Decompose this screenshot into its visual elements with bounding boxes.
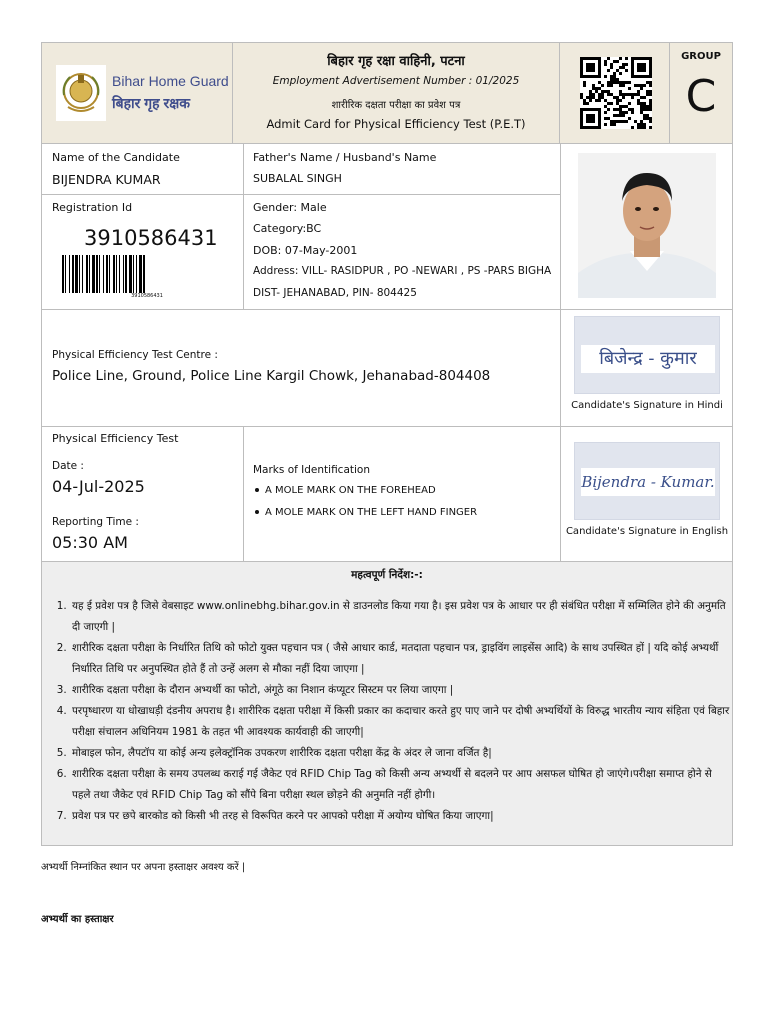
identification-mark: A MOLE MARK ON THE FOREHEAD <box>255 485 436 496</box>
page-title: बिहार गृह रक्षा वाहिनी, पटना <box>327 54 465 69</box>
candidate-name-label: Name of the Candidate <box>52 151 180 164</box>
test-date: 04-Jul-2025 <box>52 477 145 496</box>
card-header <box>42 43 732 144</box>
instruction-item: 3. शारीरिक दक्षता परीक्षा के दौरान अभ्यर्थी का फोटो, अंगूठे का निशान कंप्यूटर सिस्टम पर लिया जाएगा | <box>70 680 730 701</box>
signature-english <box>574 442 720 520</box>
father-name-label: Father's Name / Husband's Name <box>253 151 437 164</box>
candidate-photo <box>578 153 716 298</box>
signature-note: अभ्यर्थी निम्नांकित स्थान पर अपना हस्ताक्षर अवश्य करें | <box>41 862 246 873</box>
qr-code <box>580 57 652 129</box>
instructions-panel <box>42 561 732 845</box>
org-name-hi: बिहार गृह रक्षक <box>112 95 191 111</box>
signature-english-caption: Candidate's Signature in English <box>565 526 729 537</box>
father-name: SUBALAL SINGH <box>253 172 342 185</box>
gender: Gender: Male <box>253 201 327 214</box>
instruction-item: 1. यह ई प्रवेश पत्र है जिसे वेबसाइट www.onlinebhg.bihar.gov.in से डाउनलोड किया गया है। इस प्रवेश पत्र के आधार पर ही संबंधित परीक्षा में सम्मिलित होने की अनुमति दी जाएगी | <box>70 596 730 638</box>
instruction-item: 6. शारीरिक दक्षता परीक्षा के समय उपलब्ध कराई गई जैकेट एवं RFID Chip Tag को किसी अन्य अभ्यर्थी से बदलने पर आप असफल घोषित हो जाएंगे।परीक्षा समाप्त होने से पहले तथा जैकेट एवं RFID Chip Tag को सौंपे बिना परीक्षा स्थल छोड़ने की अनुमति नहीं होगी। <box>70 764 730 806</box>
identification-mark: A MOLE MARK ON THE LEFT HAND FINGER <box>255 507 477 518</box>
candidate-signature-label: अभ्यर्थी का हस्ताक्षर <box>41 914 114 925</box>
registration-barcode <box>62 255 232 293</box>
group-value: C <box>685 71 717 122</box>
signature-hindi-text: बिजेन्द्र - कुमार <box>581 345 715 373</box>
date-of-birth: DOB: 07-May-2001 <box>253 244 358 257</box>
signature-english-text: Bijendra - Kumar. <box>581 468 715 496</box>
signature-hindi-caption: Candidate's Signature in Hindi <box>571 400 723 411</box>
emblem-logo <box>56 65 106 121</box>
address-line-1: Address: VILL- RASIDPUR , PO -NEWARI , PS -PARS BIGHA <box>253 265 552 277</box>
subtitle-en: Admit Card for Physical Efficiency Test (P.E.T) <box>266 117 526 131</box>
instructions-title: महत्वपूर्ण निर्देश:-: <box>351 569 423 581</box>
advertisement-number: Employment Advertisement Number : 01/2025 <box>272 75 520 87</box>
signature-hindi <box>574 316 720 394</box>
candidate-name: BIJENDRA KUMAR <box>52 172 161 187</box>
registration-label: Registration Id <box>52 201 133 214</box>
instruction-item: 2. शारीरिक दक्षता परीक्षा के निर्धारित तिथि को फोटो युक्त पहचान पत्र ( जैसे आधार कार्ड, मतदाता पहचान पत्र, ड्राइविंग लाइसेंस आदि) के साथ उपस्थित हों | यदि कोई अभ्यर्थी निर्धारित तिथि पर अनुपस्थित होते हैं तो उन्हें अलग से मौका नहीं दिया जाएगा | <box>70 638 730 680</box>
registration-id: 3910586431 <box>84 226 218 250</box>
instruction-item: 7. प्रवेश पत्र पर छपे बारकोड को किसी भी तरह से विरूपित करने पर आपको परीक्षा में अयोग्य घोषित किया जाएगा| <box>70 806 730 827</box>
instructions-list <box>42 596 730 827</box>
instruction-item: 5. मोबाइल फोन, लैपटॉप या कोई अन्य इलेक्ट्रॉनिक उपकरण शारीरिक दक्षता परीक्षा केंद्र के अंदर ले जाना वर्जित है| <box>70 743 730 764</box>
address-line-2: DIST- JEHANABAD, PIN- 804425 <box>253 287 417 299</box>
category: Category:BC <box>253 222 322 235</box>
reporting-time-label: Reporting Time : <box>52 516 139 528</box>
admit-card <box>41 42 733 846</box>
instruction-item: 4. परपृष्धारण या धोखाधड़ी दंडनीय अपराध है। शारीरिक दक्षता परीक्षा में किसी प्रकार का कदाचार करते हुए पाए जाने पर दोषी अभ्यर्थियों के विरुद्ध भारतीय न्याय संहिता एवं बिहार परीक्षा संचालन अधिनियम 1981 के तहत भी आवश्यक कार्यवाही की जाएगी| <box>70 701 730 743</box>
org-name-en: Bihar Home Guard <box>112 73 229 89</box>
test-section-label: Physical Efficiency Test <box>52 432 179 445</box>
date-label: Date : <box>52 460 84 472</box>
test-centre-label: Physical Efficiency Test Centre : <box>52 349 218 361</box>
barcode-text: 3910586431 <box>131 293 163 299</box>
subtitle-hi: शारीरिक दक्षता परीक्षा का प्रवेश पत्र <box>331 100 461 111</box>
reporting-time: 05:30 AM <box>52 533 128 552</box>
test-centre-address: Police Line, Ground, Police Line Kargil Chowk, Jehanabad-804408 <box>52 368 491 384</box>
marks-label: Marks of Identification <box>253 464 371 476</box>
group-label: GROUP <box>681 51 721 62</box>
